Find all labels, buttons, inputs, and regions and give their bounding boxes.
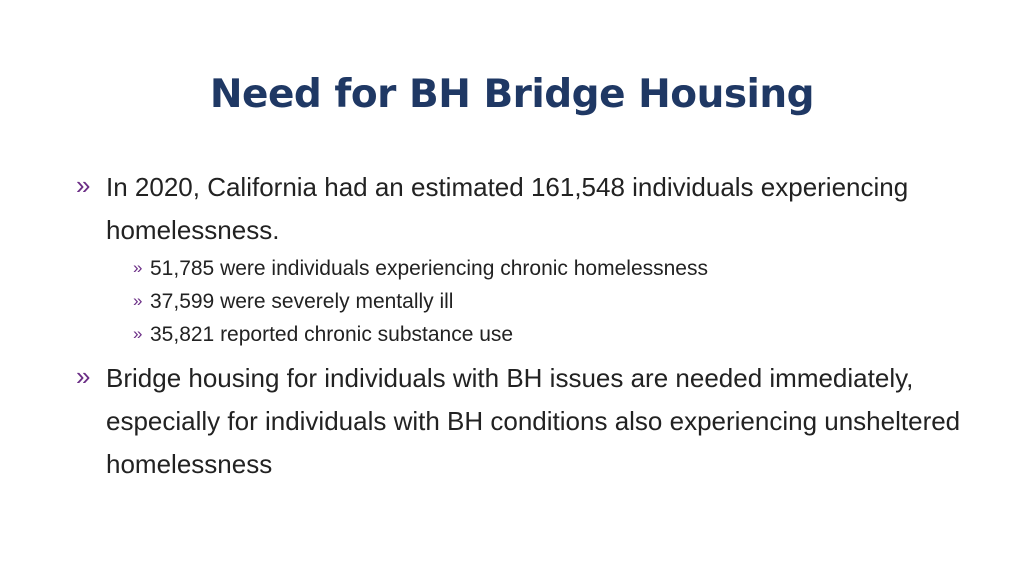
sub-bullet-item — [119, 252, 976, 285]
bullet-text: In 2020, California had an estimated 161,548 individuals experiencing homelessness. — [106, 172, 909, 245]
bullet-list — [76, 166, 976, 486]
slide-title: Need for BH Bridge Housing — [209, 72, 815, 117]
bullet-item — [76, 166, 976, 351]
sub-bullet-text: 51,785 were individuals experiencing chronic homelessness — [150, 257, 708, 280]
bullet-text: Bridge housing for individuals with BH issues are needed immediately, especially for individuals with BH conditions also experiencing unsheltered homelessness — [106, 363, 961, 479]
sub-bullet-item — [119, 318, 976, 351]
sub-bullet-text: 37,599 were severely mentally ill — [150, 290, 454, 313]
bullet-marker-icon: » — [76, 170, 91, 200]
sub-bullet-item — [119, 285, 976, 318]
bullet-item — [76, 357, 976, 486]
bullet-marker-icon: » — [76, 361, 91, 391]
sub-bullet-text: 35,821 reported chronic substance use — [150, 323, 514, 346]
sub-bullet-marker-icon: » — [133, 291, 143, 310]
sub-bullet-list — [106, 252, 976, 351]
sub-bullet-marker-icon: » — [133, 324, 143, 343]
sub-bullet-marker-icon: » — [133, 258, 143, 277]
